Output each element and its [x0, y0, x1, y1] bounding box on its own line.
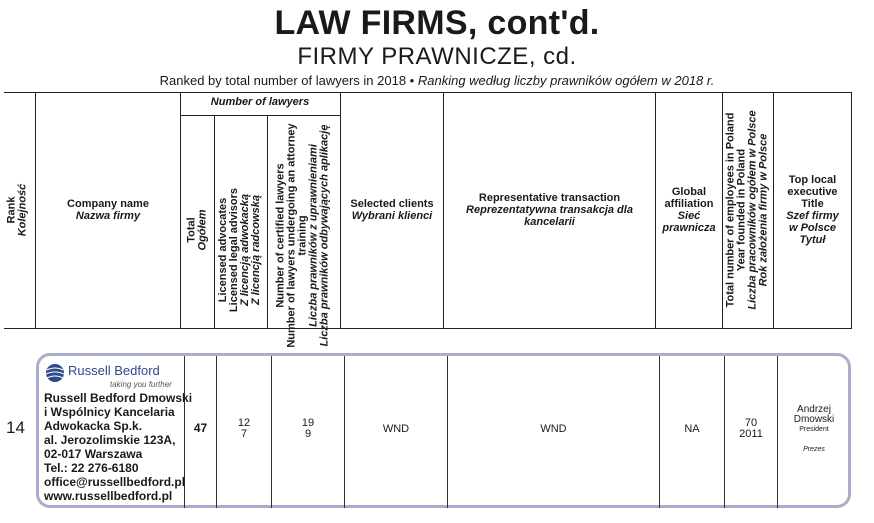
header-exec-en-3: Title	[801, 198, 824, 210]
company-line: Adwokacka Sp.k.	[44, 419, 143, 433]
exec-title-pl: Prezes	[803, 446, 825, 453]
header-certified-en-1: Number of certified lawyers	[275, 162, 288, 308]
header-total-en: Total	[185, 217, 198, 243]
row-global-affiliation: NA	[684, 423, 700, 435]
header-company-pl: Nazwa firmy	[75, 210, 141, 222]
row-rank: 14	[6, 418, 25, 437]
row-total: 47	[193, 421, 208, 435]
header-transaction	[444, 92, 655, 328]
header-rank	[0, 92, 35, 328]
company-website[interactable]: www.russellbedford.pl	[44, 489, 173, 503]
company-email[interactable]: office@russellbedford.pl	[44, 475, 186, 489]
header-licensed	[214, 160, 267, 313]
header-licensed-pl-2: Z licencją radcowską	[250, 194, 263, 306]
header-certified	[267, 122, 340, 348]
company-logo	[44, 363, 184, 389]
header-rank-pl: Kolejność	[16, 183, 29, 237]
row-certified-lawyers: 19	[301, 417, 315, 429]
row-licensed-advocates: 12	[237, 417, 251, 429]
header-total-pl: Ogółem	[196, 209, 209, 251]
header-transaction-en: Representative transaction	[478, 192, 621, 204]
header-employees-pl-1: Liczba pracowników ogółem w Polsce	[746, 110, 759, 310]
header-exec-en-2: executive	[787, 186, 838, 198]
exec-title-en: President	[799, 426, 829, 433]
header-transaction-pl: Reprezentatywna transakcja dla kancelarii	[466, 204, 633, 228]
header-number-of-lawyers: Number of lawyers	[210, 96, 310, 108]
header-affiliation-en-2: affiliation	[664, 198, 714, 210]
header-licensed-en-1: Licensed advocates	[217, 197, 230, 303]
page-title: LAW FIRMS, cont'd.	[274, 4, 600, 42]
header-affiliation-pl-1: Sieć	[677, 210, 701, 222]
row-executive	[778, 405, 850, 455]
header-exec-pl-1: Szef firmy	[786, 210, 839, 222]
row-licensed	[217, 418, 271, 440]
header-affiliation-en-1: Global	[671, 186, 707, 198]
header-exec-en-1: Top local	[788, 174, 837, 186]
header-certified-en-3: training	[297, 214, 310, 256]
header-clients-en: Selected clients	[350, 198, 434, 210]
header-employees	[722, 110, 773, 310]
company-postal: 02-017 Warszawa	[44, 447, 143, 461]
row-certified	[272, 418, 344, 440]
header-employees-pl-2: Rok założenia firmy w Polsce	[757, 133, 770, 287]
row-representative-transaction: WND	[540, 423, 567, 435]
header-certified-en-2: Number of lawyers undergoing an attorney	[286, 122, 299, 348]
header-total	[180, 160, 214, 300]
header-executive	[774, 92, 851, 328]
header-certified-pl-1: Liczba prawników z uprawnieniami	[308, 143, 321, 327]
exec-last-name: Dmowski	[793, 414, 835, 425]
header-employees-en-1: Total number of employees in Poland	[724, 112, 737, 308]
company-phone: Tel.: 22 276-6180	[44, 461, 139, 475]
header-licensed-en-2: Licensed legal advisors	[228, 187, 241, 313]
logo-tagline: taking you further	[110, 380, 172, 389]
header-exec-pl-3: Tytuł	[799, 234, 826, 246]
header-clients	[341, 92, 443, 328]
globe-icon	[44, 363, 66, 383]
company-line: i Wspólnicy Kancelaria	[44, 405, 175, 419]
header-company	[36, 92, 180, 328]
logo-name: Russell Bedford	[68, 363, 160, 378]
header-employees-en-2: Year founded in Poland	[735, 148, 748, 272]
col-divider	[851, 92, 852, 328]
header-exec-pl-2: w Polsce	[788, 222, 837, 234]
header-bottom-rule	[4, 328, 852, 329]
header-company-en: Company name	[67, 198, 149, 210]
company-details	[44, 391, 193, 503]
header-affiliation-pl-2: prawnicza	[662, 222, 716, 234]
exec-first-name: Andrzej	[797, 404, 831, 415]
company-line: Russell Bedford Dmowski	[44, 391, 193, 405]
ranking-note	[0, 73, 874, 88]
header-affiliation	[656, 92, 722, 328]
company-address: al. Jerozolimskie 123A,	[44, 433, 176, 447]
ranking-note-en: Ranked by total number of lawyers in 2018 •	[159, 73, 415, 88]
header-clients-pl: Wybrani klienci	[351, 210, 433, 222]
row-trainee-lawyers: 9	[304, 428, 312, 440]
page-subtitle: FIRMY PRAWNICZE, cd.	[297, 43, 577, 70]
row-licensed-legal-advisors: 7	[240, 428, 248, 440]
header-licensed-pl-1: Z licencją adwokacką	[239, 194, 252, 306]
row-year-founded: 2011	[739, 428, 763, 440]
header-certified-pl-2: Liczba prawników odbywających aplikację	[319, 124, 332, 346]
row-employees-count: 70	[744, 417, 758, 429]
lawyers-group-rule	[180, 115, 340, 116]
row-employees	[725, 418, 777, 440]
header-rank-en: Rank	[5, 196, 18, 224]
row-selected-clients: WND	[382, 423, 410, 435]
ranking-note-pl: Ranking według liczby prawników ogółem w 2018 r.	[417, 73, 715, 88]
